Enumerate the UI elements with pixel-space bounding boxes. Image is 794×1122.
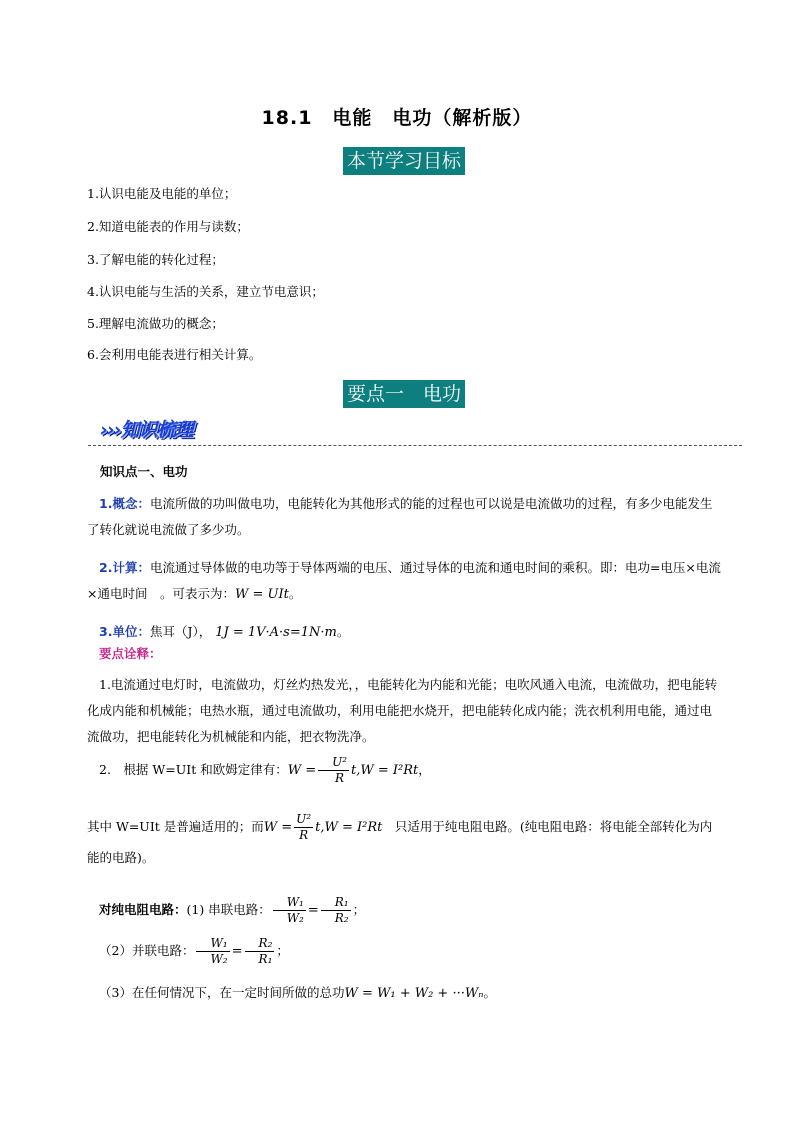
note-title-text: 要点诠释： [99, 646, 162, 661]
total-prefix: （3）在任何情况下，在一定时间所做的总功 [99, 985, 345, 1000]
note-title [87, 645, 723, 663]
unit-text: 焦耳（J）， [149, 624, 212, 639]
unit-label: 3.单位： [99, 624, 150, 639]
note2-end: ， [418, 762, 431, 777]
page-title: 18.1 电能 电功（解析版） [261, 107, 533, 129]
knowledge-header-text: 知识梳理 [120, 419, 193, 441]
note2-prefix: 2. 根据 W=UIt 和欧姆定律有： [99, 762, 288, 777]
knowledge-summary-header [100, 415, 193, 442]
note-paragraph-1: 1.电流通过电灯时，电流做功，灯丝灼热发光，，电能转化为内能和光能；电吹风通入电流，电流做功，把电能转化成内能和机械能；电热水瓶，通过电流做功，利用电能把水烧开，把电能转化成内能；洗衣机利用电能，通过电流做功，把电能转化为机械能和内能，把衣物洗净。 [87, 677, 718, 744]
note2-formula-rest: t,W = I²Rt [351, 763, 419, 778]
objective-item: 3.了解电能的转化过程； [87, 252, 224, 267]
objective-item: 2.知道电能表的作用与读数； [87, 219, 249, 234]
fraction-numerator: R₁ [321, 895, 351, 911]
fraction-denominator: R [335, 771, 345, 785]
objective-item: 4.认识电能与生活的关系，建立节电意识； [87, 284, 324, 299]
knowledge-point-title: 知识点一、电功 [100, 464, 188, 479]
note2-formula-w: W = [287, 763, 317, 778]
total-end: 。 [483, 985, 496, 1000]
fraction-numerator: W₁ [273, 895, 306, 911]
note3-suffix: 只适用于纯电阻电路。(纯电阻电路：将电能全部转化为内能的电路)。 [87, 819, 713, 865]
parallel-left-fraction [196, 936, 229, 967]
calc-formula: W = UIt [234, 587, 289, 602]
series-right-fraction [321, 895, 351, 926]
note3-formula-w: W = [263, 820, 293, 835]
unit-paragraph [87, 619, 723, 646]
parallel-end: ； [276, 943, 289, 958]
calc-paragraph [87, 555, 723, 608]
fraction-numerator: U² [296, 812, 312, 826]
note-paragraph-2 [87, 755, 723, 786]
pure-resistance-parallel [87, 934, 723, 969]
fraction-numerator: W₁ [196, 936, 229, 952]
pure-label: 对纯电阻电路： [99, 902, 187, 917]
note-paragraph-3 [87, 812, 723, 873]
series-equals: = [307, 903, 319, 918]
concept-label: 1.概念： [99, 496, 150, 511]
dashed-divider [88, 445, 742, 446]
section-banner-goals: 本节学习目标 [343, 147, 465, 175]
note2-fraction [318, 755, 349, 786]
parallel-right-fraction [245, 936, 275, 967]
fraction-numerator: U² [318, 755, 349, 771]
note3-formula-rest: t,W = I²Rt [315, 820, 383, 835]
section-banner-key-point: 要点一 电功 [343, 380, 465, 408]
objective-item: 1.认识电能及电能的单位； [87, 186, 237, 201]
fraction-denominator: R₂ [334, 911, 349, 925]
total-formula: W = W₁ + W₂ + ···Wₙ [344, 986, 484, 1001]
pure-resistance-total [87, 980, 723, 1007]
unit-formula: 1J = 1V·A·s=1N·m [215, 625, 337, 640]
fraction-denominator: R [299, 828, 309, 842]
series-prefix: (1) 串联电路： [186, 902, 271, 917]
fraction-denominator: W₂ [210, 952, 228, 966]
fraction-numerator: R₂ [245, 936, 275, 952]
fraction-denominator: W₂ [286, 911, 304, 925]
objective-item: 6.会利用电能表进行相关计算。 [87, 347, 262, 362]
unit-end: 。 [336, 624, 350, 639]
note3-prefix: 其中 W=UIt 是普遍适用的；而 [87, 819, 264, 834]
calc-text: 电流通过导体做的电功等于导体两端的电压、通过导体的电流和通电时间的乘积。即：电功=电压×电流×通电时间 。可表示为： [87, 560, 721, 601]
calc-label: 2.计算： [99, 560, 150, 575]
series-left-fraction [273, 895, 306, 926]
parallel-prefix: （2）并联电路： [99, 943, 195, 958]
concept-paragraph [87, 491, 723, 543]
calc-end: 。 [288, 586, 302, 601]
note3-fraction [294, 812, 313, 843]
objective-item: 5.理解电流做功的概念； [87, 316, 224, 331]
parallel-equals: = [231, 944, 243, 959]
knowledge-header-arrows: ››› [100, 419, 121, 441]
series-end: ； [352, 902, 366, 917]
fraction-denominator: R₁ [258, 952, 273, 966]
concept-text: 电流所做的功叫做电功，电能转化为其他形式的能的过程也可以说是电流做功的过程，有多少电能发生了转化就说电流做了多少功。 [87, 496, 713, 537]
pure-resistance-series [87, 893, 723, 928]
